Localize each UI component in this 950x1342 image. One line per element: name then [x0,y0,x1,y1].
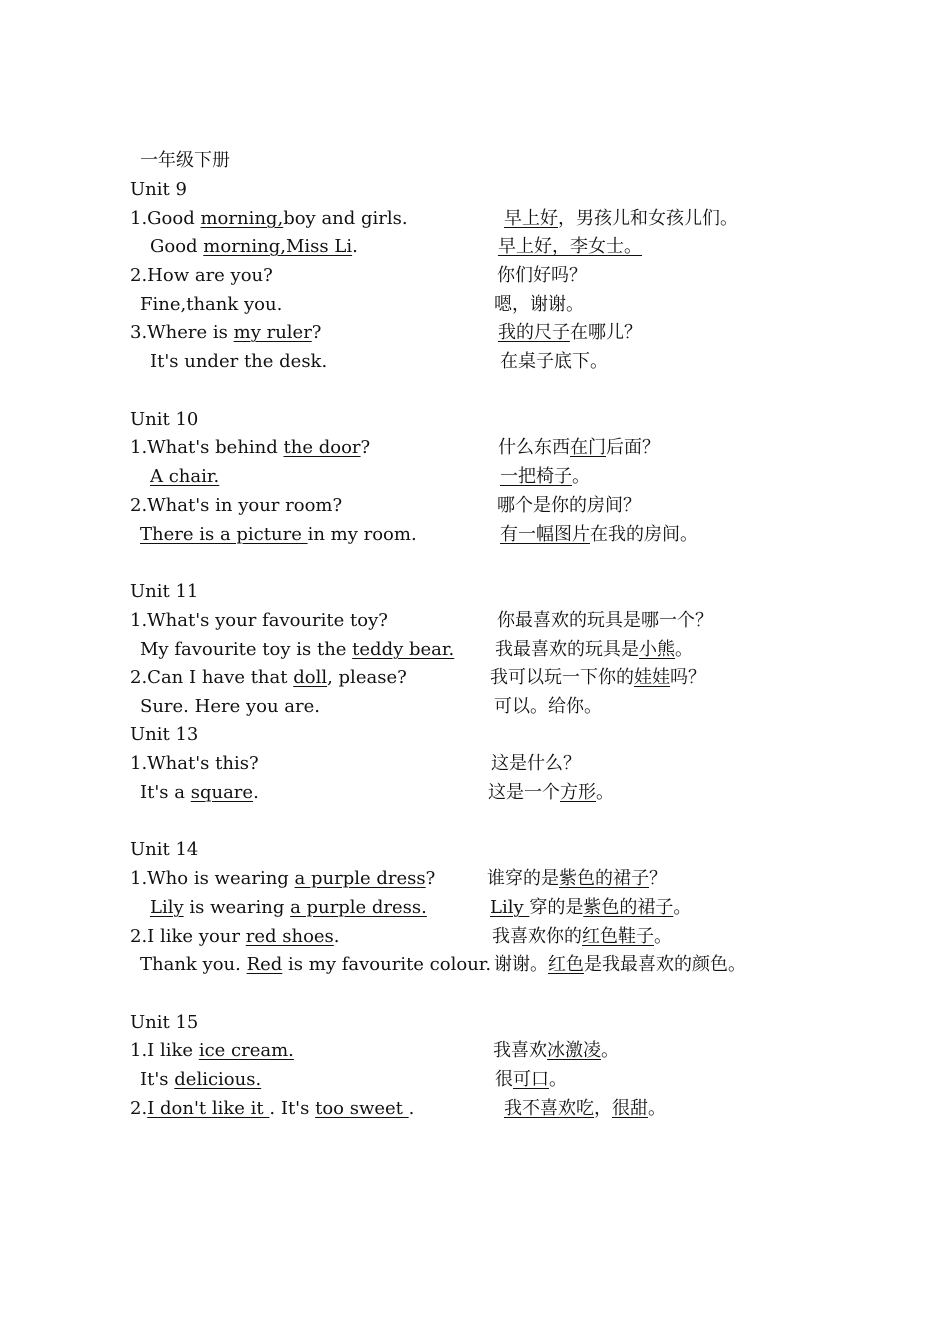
text-segment: 2. [130,1098,148,1119]
english-sentence [140,951,491,979]
chinese-translation [493,1037,619,1065]
underlined-keyword: 我不喜欢吃 [504,1098,594,1119]
text-segment: ， [594,1098,612,1119]
underlined-keyword: Lily [150,897,184,918]
underlined-keyword: 红色 [548,954,584,975]
chinese-translation [497,607,713,635]
unit-heading [0,836,950,864]
text-segment: ? [360,437,371,458]
english-sentence [130,664,407,692]
text-segment: 我可以玩一下你的 [490,667,634,688]
underlined-keyword: 很甜 [612,1098,648,1119]
underlined-keyword: a purple dress. [290,897,427,918]
phrase-row [0,319,950,347]
phrase-row [0,463,950,491]
text-segment: 。 [673,897,692,918]
underlined-keyword: 红色鞋子 [582,926,654,947]
text-segment: in my room. [307,524,417,545]
text-segment: 在哪儿？ [570,322,642,343]
text-segment: Unit 9 [130,179,187,200]
unit-title [130,176,187,204]
underlined-keyword: 早上好，李女士。 [498,236,642,257]
text-segment: 2.I like your [130,926,246,947]
chinese-translation [494,951,746,979]
page-title: 一年级下册 [140,150,230,171]
text-segment: boy and girls. [283,208,408,229]
underlined-keyword: 我的尺子 [498,322,570,343]
text-segment: 很 [495,1069,513,1090]
underlined-keyword: Lily [490,897,530,918]
underlined-keyword: A chair. [150,466,220,487]
underlined-keyword: my ruler [233,322,312,343]
underlined-keyword: 紫色的裙子 [559,868,649,889]
english-sentence [130,923,340,951]
english-sentence [130,262,273,290]
text-segment: 穿的是 [529,897,584,918]
chinese-translation [495,636,693,664]
phrase-row [0,434,950,462]
chinese-translation [497,262,587,290]
phrase-row [0,291,950,319]
text-segment: My favourite toy is the [140,639,353,660]
text-segment: . [333,926,340,947]
text-segment: . [352,236,358,257]
chinese-translation [498,319,642,347]
underlined-keyword: There is a picture [140,524,308,545]
underlined-keyword: 在门 [570,437,606,458]
underlined-keyword: teddy bear. [352,639,455,660]
phrase-row [0,1037,950,1065]
chinese-translation [498,233,642,261]
underlined-keyword: morning, [200,208,284,229]
text-segment: It's a [140,782,191,803]
english-sentence [130,492,342,520]
text-segment: Unit 15 [130,1012,199,1033]
phrase-row [0,492,950,520]
text-segment: 这是什么？ [491,753,581,774]
underlined-keyword: 有一幅图片 [500,524,590,545]
text-segment: . [408,1098,415,1119]
chinese-translation [492,923,672,951]
text-segment: 。 [648,1098,666,1119]
text-segment: It's under the desk. [150,351,328,372]
phrase-row [0,262,950,290]
text-segment: 谢谢。 [494,954,548,975]
chinese-translation [498,434,660,462]
phrase-row [0,894,950,922]
underlined-keyword: 冰激凌 [547,1040,601,1061]
text-segment: 1.Good [130,208,201,229]
text-segment: is wearing [183,897,291,918]
english-sentence [130,1095,414,1123]
underlined-keyword: too sweet [315,1098,409,1119]
chinese-translation [494,693,602,721]
unit-title [130,721,198,749]
text-segment: 嗯，谢谢。 [494,294,584,315]
text-segment: Unit 14 [130,839,199,860]
english-sentence [140,693,320,721]
underlined-keyword: 方形 [560,782,596,803]
chinese-translation [494,291,584,319]
text-segment: 1.What's this? [130,753,259,774]
phrase-row [0,951,950,979]
english-sentence [140,636,454,664]
underlined-keyword: ice cream. [198,1040,294,1061]
text-segment: 2.Can I have that [130,667,294,688]
underlined-keyword: square [190,782,254,803]
text-segment: 1.What's behind [130,437,284,458]
chinese-translation [497,492,641,520]
unit-heading [0,1009,950,1037]
phrase-row [0,1066,950,1094]
underlined-keyword: delicious. [174,1069,262,1090]
text-segment: Sure. Here you are. [140,696,320,717]
chinese-translation [500,348,608,376]
text-segment: 谁穿的是 [487,868,559,889]
phrase-row [0,233,950,261]
chinese-translation [500,463,590,491]
text-segment: . It's [269,1098,316,1119]
chinese-translation [490,664,706,692]
unit-heading [0,176,950,204]
text-segment: Unit 13 [130,724,199,745]
underlined-keyword: doll [293,667,328,688]
text-segment: 1.Who is wearing [130,868,295,889]
chinese-translation [490,894,691,922]
underlined-keyword: I don't like it [147,1098,270,1119]
phrase-row [0,1095,950,1123]
text-segment: It's [140,1069,175,1090]
english-sentence [150,233,358,261]
underlined-keyword: 一把椅子 [500,466,572,487]
english-sentence [150,348,327,376]
english-sentence [130,434,370,462]
chinese-translation [488,779,614,807]
text-segment: 。 [654,926,672,947]
text-segment: 。 [601,1040,619,1061]
text-segment: Fine,thank you. [140,294,283,315]
text-segment: 。 [675,639,693,660]
underlined-keyword: 紫色的裙子 [583,897,674,918]
text-segment: 。 [596,782,614,803]
text-segment: ？ [649,868,667,889]
text-segment: 我喜欢你的 [492,926,582,947]
underlined-keyword: red shoes [245,926,334,947]
chinese-translation [500,521,698,549]
underlined-keyword: Red [246,954,283,975]
english-sentence [140,1066,261,1094]
phrase-row [0,205,950,233]
underlined-keyword: 早上好 [504,208,558,229]
phrase-row [0,664,950,692]
text-segment: ? [425,868,436,889]
text-segment: 我最喜欢的玩具是 [495,639,639,660]
text-segment: 。 [549,1069,567,1090]
english-sentence [140,779,259,807]
phrase-row [0,865,950,893]
english-sentence [130,750,259,778]
text-segment: 后面？ [606,437,660,458]
underlined-keyword: 可口 [513,1069,549,1090]
underlined-keyword: morning,Miss Li [203,236,353,257]
text-segment: is my favourite colour. [282,954,492,975]
underlined-keyword: the door [283,437,361,458]
text-segment: . [253,782,259,803]
english-sentence [140,521,417,549]
underlined-keyword: 娃娃 [634,667,670,688]
chinese-translation [504,1095,666,1123]
unit-title [130,836,198,864]
english-sentence [130,865,435,893]
text-segment: 你们好吗？ [497,265,587,286]
text-segment: ，男孩儿和女孩儿们。 [558,208,738,229]
text-segment: Unit 11 [130,581,199,602]
phrase-row [0,607,950,635]
text-segment: 这是一个 [488,782,560,803]
english-sentence [130,319,321,347]
unit-title [130,1009,198,1037]
chinese-translation [495,1066,567,1094]
text-segment: 你最喜欢的玩具是哪一个？ [497,610,713,631]
text-segment: 1.I like [130,1040,199,1061]
text-segment: Good [150,236,204,257]
phrase-row [0,779,950,807]
text-segment: 哪个是你的房间？ [497,495,641,516]
chinese-translation [504,205,738,233]
english-sentence [140,291,282,319]
unit-heading [0,578,950,606]
text-segment: , please? [327,667,407,688]
text-segment: ? [311,322,322,343]
unit-heading [0,406,950,434]
phrase-row [0,636,950,664]
phrase-row [0,348,950,376]
text-segment: 可以。给你。 [494,696,602,717]
chinese-translation [487,865,667,893]
text-segment: 2.How are you? [130,265,273,286]
english-sentence [130,205,408,233]
underlined-keyword: 小熊 [639,639,675,660]
text-segment: 是我最喜欢的颜色。 [584,954,746,975]
phrase-row [0,923,950,951]
phrase-row [0,693,950,721]
text-segment: 我喜欢 [493,1040,547,1061]
english-sentence [150,463,219,491]
phrase-row [0,521,950,549]
english-sentence [130,1037,294,1065]
unit-heading [0,721,950,749]
chinese-translation [491,750,581,778]
text-segment: 3.Where is [130,322,234,343]
text-segment: 2.What's in your room? [130,495,343,516]
english-sentence [150,894,427,922]
text-segment: 什么东西 [498,437,570,458]
text-segment: Thank you. [140,954,247,975]
english-sentence [130,607,388,635]
text-segment: 在我的房间。 [590,524,698,545]
unit-title [130,578,198,606]
phrase-row [0,750,950,778]
text-segment: 吗？ [670,667,706,688]
text-segment: 在桌子底下。 [500,351,608,372]
text-segment: 1.What's your favourite toy? [130,610,388,631]
text-segment: 。 [572,466,590,487]
unit-title [130,406,198,434]
text-segment: Unit 10 [130,409,199,430]
underlined-keyword: a purple dress [294,868,426,889]
